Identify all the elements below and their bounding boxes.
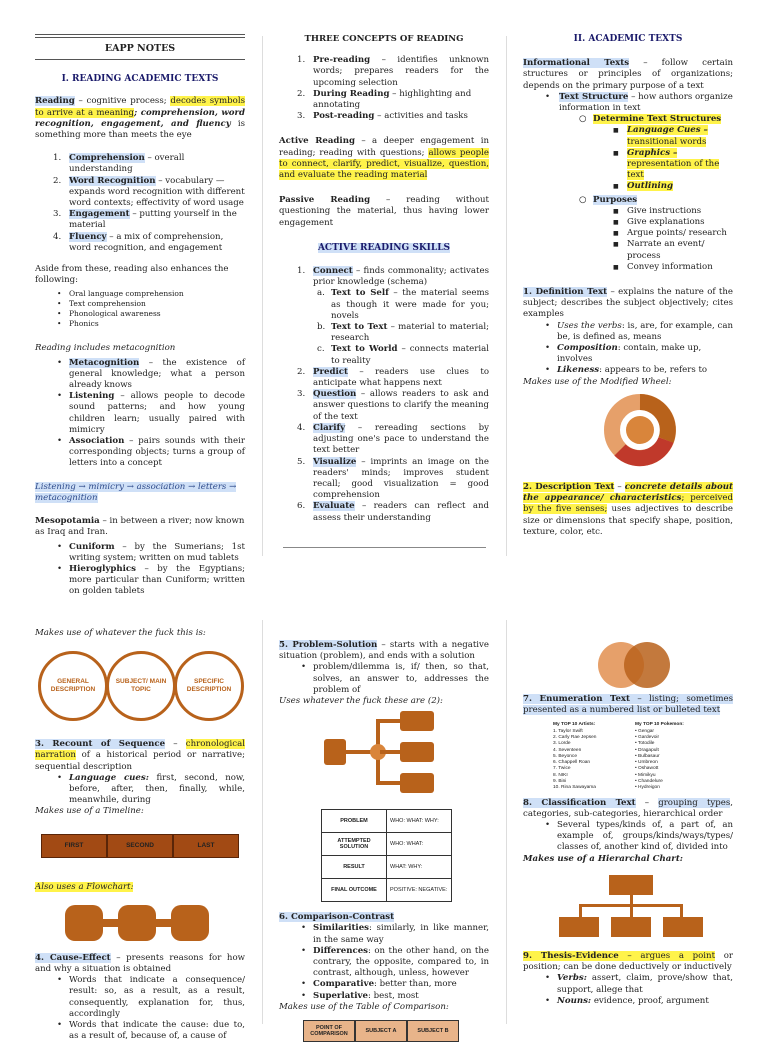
- hierarchy-connector: [630, 895, 633, 905]
- list-item: ■ Graphics – representation of the text: [523, 148, 733, 182]
- table-header-cell: SUBJECT B: [407, 1020, 459, 1042]
- list-item: • Superlative: best, most: [279, 991, 489, 1002]
- table-cell: FINAL OUTCOME: [322, 879, 387, 902]
- hierarchy-node: [611, 917, 651, 937]
- column-divider: [506, 620, 507, 1024]
- list-item: • Text Structure – how authors organize information in text: [523, 92, 733, 114]
- flowchart-connector: [154, 919, 174, 927]
- page2-column-3: [523, 640, 733, 1007]
- comparison-def: 6. Comparison-Contrast: [279, 912, 395, 923]
- table-cell: WHO: WHAT:: [387, 833, 452, 856]
- list-item: • Several types/kinds of, a part of, an example of, groups/kinds/ways/types/ classes of, another kind of, divided into: [523, 820, 733, 854]
- hierarchy-chart: [557, 875, 707, 941]
- thesis-evidence-def: 9. Thesis-Evidence – argues a point or position; can be done deductively or inductively: [523, 950, 733, 973]
- cause-effect-def: 4. Cause-Effect – presents reasons for how and why a situation is obtained: [35, 952, 245, 975]
- column-1: [35, 34, 245, 598]
- list-item: 2. Carly Rae Jepsen: [553, 735, 597, 740]
- reading-list: [35, 153, 245, 254]
- list-item: 1. Connect – finds commonality; activates prior knowledge (schema): [297, 266, 489, 288]
- hierarchy-node: [663, 917, 703, 937]
- timeline-first: FIRST: [41, 834, 107, 858]
- hierarchy-connector: [579, 904, 582, 918]
- list-item: 2. Predict – readers use clues to anticipate what happens next: [297, 366, 489, 389]
- flowchart-node: [171, 905, 209, 941]
- diagram-connector: [380, 719, 400, 723]
- list-item: ■ Convey information: [523, 262, 733, 273]
- circle-main-topic: SUBJECT/ MAIN TOPIC: [106, 651, 176, 721]
- meta-list: [35, 358, 245, 470]
- flowchart: [63, 899, 213, 947]
- list-item: ■ Give explanations: [523, 217, 733, 228]
- problem-solution-diagram: [324, 711, 444, 795]
- list-item: • Umbreon: [635, 760, 658, 766]
- list-item: • Comparative: better than, more: [279, 979, 489, 990]
- enhance-list: [35, 289, 245, 329]
- list-item: • Phonics: [35, 319, 245, 329]
- table-cell: ATTEMPTED SOLUTION: [322, 833, 387, 856]
- list-item: b. Text to Text – material to material; research: [317, 322, 490, 344]
- list-item: 2. Word Recognition – vocabulary — expands word recognition with different word contexts; effectivity of word usage: [53, 175, 245, 209]
- comparison-table-caption: Makes use of the Table of Comparison:: [279, 1001, 449, 1012]
- passive-reading-def: Passive Reading – reading without questioning the material, thus having lower engagement: [279, 195, 489, 228]
- list-item: ○ Purposes: [579, 194, 638, 205]
- list-item: 5. Visualize – imprints an image on the readers' minds; improves student recall; good visualization = good comprehension: [297, 456, 489, 501]
- comparison-table-header: [303, 1020, 459, 1042]
- list-item: 4. Clarify – rereading sections by adjusting one's pace to understand the text better: [297, 422, 489, 456]
- list-item: ■ Argue points/ research: [523, 228, 733, 239]
- list-item: • Listening – allows people to decode sound patterns; and how young children learn; usually paired with mimicry: [35, 391, 245, 436]
- figure-caption: Uses whatever the fuck these are (2):: [279, 696, 443, 707]
- section-heading: THREE CONCEPTS OF READING: [304, 34, 464, 44]
- list-item: 4. Fluency – a mix of comprehension, word recognition, and engagement: [53, 231, 224, 253]
- list-item: • Phonological awareness: [35, 309, 245, 319]
- list-item: 2. During Reading – highlighting and annotating: [297, 88, 472, 111]
- column-divider: [262, 36, 263, 556]
- list-item: ○ Determine Text Structures: [579, 114, 722, 125]
- list-item: • Totodile: [635, 741, 655, 747]
- list-item: • Words that indicate the cause: due to, as a result of, because of, a cause of: [35, 1020, 245, 1042]
- figure-caption: Makes use of whatever the fuck this is:: [35, 628, 206, 638]
- hierarchy-connector: [630, 904, 633, 918]
- list-item: ■ Narrate an event/ process: [523, 239, 733, 261]
- column-divider: [262, 620, 263, 1024]
- list-item: 6. Chappell Roan: [553, 760, 591, 766]
- timeline-caption: Makes use of a Timeline:: [35, 806, 144, 817]
- timeline-last: LAST: [173, 834, 239, 858]
- list-item: • Hydreigon: [635, 785, 660, 791]
- diagram-node: [324, 739, 346, 765]
- concepts-list: [279, 55, 489, 122]
- list-item: • Similarities: similarly, in like manner, in the same way: [279, 923, 489, 945]
- table-row: [322, 879, 452, 902]
- list-item: • Nouns: evidence, proof, argument: [523, 996, 733, 1007]
- column-divider: [506, 36, 507, 556]
- list-item: • problem/dilemma is, if/ then, so that, solves, an answer to, addresses the problem of: [279, 662, 489, 696]
- list-item: • Hieroglyphics – by the Egyptians; more particular than Cuniform; written on golden tablets: [35, 564, 245, 598]
- flowchart-node: [65, 905, 103, 941]
- flowchart-node: [118, 905, 156, 941]
- list-item: a. Text to Self – the material seems as though it were made for you; novels: [317, 288, 489, 321]
- writing-list: [35, 542, 245, 598]
- page2-column-1: [35, 628, 245, 1042]
- description-text-def: 2. Description Text – concrete details about the appearance/ characteristics; perceived by the five senses; uses adjectives to describe size or dimensions that specify shape, position, texture, color, etc.: [523, 481, 733, 537]
- table-header-cell: SUBJECT A: [355, 1020, 407, 1042]
- list-item: • Oshawott: [635, 766, 659, 772]
- problem-solution-def: 5. Problem-Solution – starts with a negative situation (problem), and ends with a solution: [279, 640, 489, 662]
- aside-text: Aside from these, reading also enhances the following:: [35, 264, 229, 286]
- wheel-caption: Makes use of the Modified Wheel:: [523, 376, 672, 387]
- list-item: 1. Taylor Swift: [553, 728, 583, 734]
- hierarchy-connector: [680, 904, 683, 918]
- connect-sublist: [279, 288, 489, 366]
- list-item: 9. Bini: [553, 779, 567, 785]
- venn-circle-b: [624, 642, 670, 688]
- list-item: • Words that indicate a consequence/ result: so, as a result, as a result, consequently, explanation for, thus, accordingly: [35, 975, 245, 1020]
- list-item: 3. Question – allows readers to ask and answer questions to clarify the meaning of the text: [297, 389, 489, 422]
- list-item: • Mimikyu: [635, 772, 656, 778]
- list-item: • Chandelure: [635, 779, 663, 785]
- page2-column-2: [279, 640, 489, 1042]
- list-item: • Verbs: assert, claim, prove/show that, support, allege that: [523, 973, 733, 995]
- list-item: • Metacognition – the existence of general knowledge; what a person already knows: [35, 358, 245, 392]
- meta-intro: Reading includes metacognition: [35, 343, 176, 354]
- list-item: 3. Lorde: [553, 741, 571, 747]
- table-cell: POSITIVE: NEGATIVE:: [387, 879, 452, 902]
- table-row: [322, 856, 452, 879]
- list-item: ■ Give instructions: [523, 206, 733, 217]
- list-item: 1. Comprehension – overall understanding: [53, 153, 185, 175]
- list-heading: My TOP 10 Artists:: [553, 722, 596, 728]
- table-cell: PROBLEM: [322, 810, 387, 833]
- wheel-center: [626, 416, 654, 444]
- diagram-node: [400, 773, 434, 793]
- list-item: 4. Seventeen: [553, 747, 582, 753]
- flowchart-caption: Also uses a Flowchart:: [35, 881, 134, 892]
- modified-wheel-figure: [523, 388, 733, 472]
- list-item: 10. Rina Sawayama: [553, 785, 596, 791]
- flowchart-connector: [101, 919, 121, 927]
- list-item: • Cuniform – by the Sumerians; 1st writing system; written on mud tablets: [35, 542, 245, 564]
- classification-def: 8. Classification Text – grouping types, categories, sub-categories, hierarchical order: [523, 797, 733, 819]
- list-item: 5. Beyonce: [553, 753, 578, 759]
- active-reading-def: Active Reading – a deeper engagement in reading; reading with questions; allows people to connect, clarify, predict, visualize, question, and evaluate the reading material: [279, 136, 490, 181]
- definition-text-def: 1. Definition Text – explains the nature of the subject; describes the subject objectively; cites examples: [523, 287, 733, 320]
- pokemon-list: [635, 722, 717, 791]
- column-2: [279, 34, 489, 524]
- title-rule: [35, 34, 245, 38]
- diagram-connector: [380, 781, 400, 785]
- table-row: [322, 810, 452, 833]
- column-3: [523, 34, 733, 538]
- list-item: • Text comprehension: [35, 299, 245, 309]
- list-item: • Differences: on the other hand, on the contrary, the opposite, compared to, in contrast, although, unless, however: [279, 946, 489, 980]
- page-title: EAPP NOTES: [104, 43, 176, 54]
- list-item: 3. Post-reading – activities and tasks: [297, 111, 468, 122]
- list-item: • Bulbasaur: [635, 753, 660, 759]
- section-heading: I. READING ACADEMIC TEXTS: [61, 74, 219, 85]
- list-item: • Oral language comprehension: [35, 289, 245, 299]
- diagram-node: [400, 711, 434, 731]
- problem-solution-table: [321, 809, 452, 902]
- list-item: • Likeness: appears to be, refers to: [523, 365, 733, 376]
- learning-chain: Listening → mimicry → association → letters → metacognition: [35, 481, 237, 503]
- timeline-second: SECOND: [107, 834, 173, 858]
- circle-specific-description: SPECIFIC DESCRIPTION: [174, 651, 244, 721]
- list-item: • Association – pairs sounds with their corresponding objects; turns a group of letters into a concept: [35, 436, 245, 470]
- page-2: [0, 620, 768, 1042]
- list-item: • Dragapult: [635, 747, 659, 753]
- table-row: [322, 833, 452, 856]
- list-item: ■ Outlining: [523, 181, 733, 192]
- timeline: [41, 834, 239, 858]
- title-rule: [35, 59, 245, 60]
- recount-def: 3. Recount of Sequence – chronological narration of a historical period or narrative; sequential description: [35, 739, 245, 772]
- list-item: • Language cues: first, second, now, before, after, then, finally, while, meanwhile, during: [35, 773, 245, 807]
- table-cell: WHAT: WHY:: [387, 856, 452, 879]
- table-cell: RESULT: [322, 856, 387, 879]
- skills-list: [279, 266, 489, 524]
- list-item: • Gardevoir: [635, 735, 660, 740]
- diagram-node: [400, 742, 434, 762]
- list-item: • Gengar: [635, 728, 655, 734]
- venn-diagram: [595, 640, 675, 690]
- list-item: • Uses the verbs: is, are, for example, can be, is defined as, means: [523, 321, 733, 343]
- diagram-connector: [380, 750, 400, 754]
- hierarchy-caption: Makes use of a Hierarchal Chart:: [523, 853, 683, 864]
- list-item: • Composition: contain, make up, involves: [523, 343, 733, 365]
- informational-text-def: Informational Texts – follow certain structures or principles of organizations; depends on the primary purpose of a text: [523, 58, 734, 91]
- list-heading: My TOP 10 Pokemon:: [635, 722, 684, 728]
- hierarchy-node: [609, 875, 653, 895]
- wheel-chart: [585, 388, 695, 472]
- list-item: 8. NIKI: [553, 772, 568, 778]
- table-cell: WHO: WHAT: WHY:: [387, 810, 452, 833]
- list-item: 7. Twice: [553, 766, 571, 772]
- table-header-cell: POINT OF COMPARISON: [303, 1020, 355, 1042]
- three-circle-figure: [35, 645, 245, 731]
- list-item: 6. Evaluate – readers can reflect and assess their understanding: [297, 501, 489, 523]
- section-heading: ACTIVE READING SKILLS: [317, 242, 451, 253]
- list-item: 1. Pre-reading – identifies unknown words; prepares readers for the upcoming selection: [297, 55, 489, 88]
- artists-list: [553, 722, 635, 791]
- mesopotamia-text: Mesopotamia – in between a river; now known as Iraq and Iran.: [35, 516, 245, 538]
- list-item: c. Text to World – connects material to reality: [317, 344, 489, 366]
- enumeration-example: [553, 722, 733, 791]
- section-heading: II. ACADEMIC TEXTS: [573, 34, 683, 44]
- list-item: ■ Language Cues – transitional words: [523, 125, 733, 147]
- hierarchy-node: [559, 917, 599, 937]
- list-item: 3. Engagement – putting yourself in the material: [53, 209, 237, 231]
- circle-general-description: GENERAL DESCRIPTION: [38, 651, 108, 721]
- footer-rule: [283, 547, 486, 548]
- reading-definition: Reading – cognitive process; decodes symbols to arrive at a meaning; comprehension, word recognition, engagement, and fluency is something more than meets the eye: [35, 96, 246, 141]
- enumeration-def: 7. Enumeration Text – listing; sometimes presented as a numbered list or bulleted text: [523, 694, 734, 716]
